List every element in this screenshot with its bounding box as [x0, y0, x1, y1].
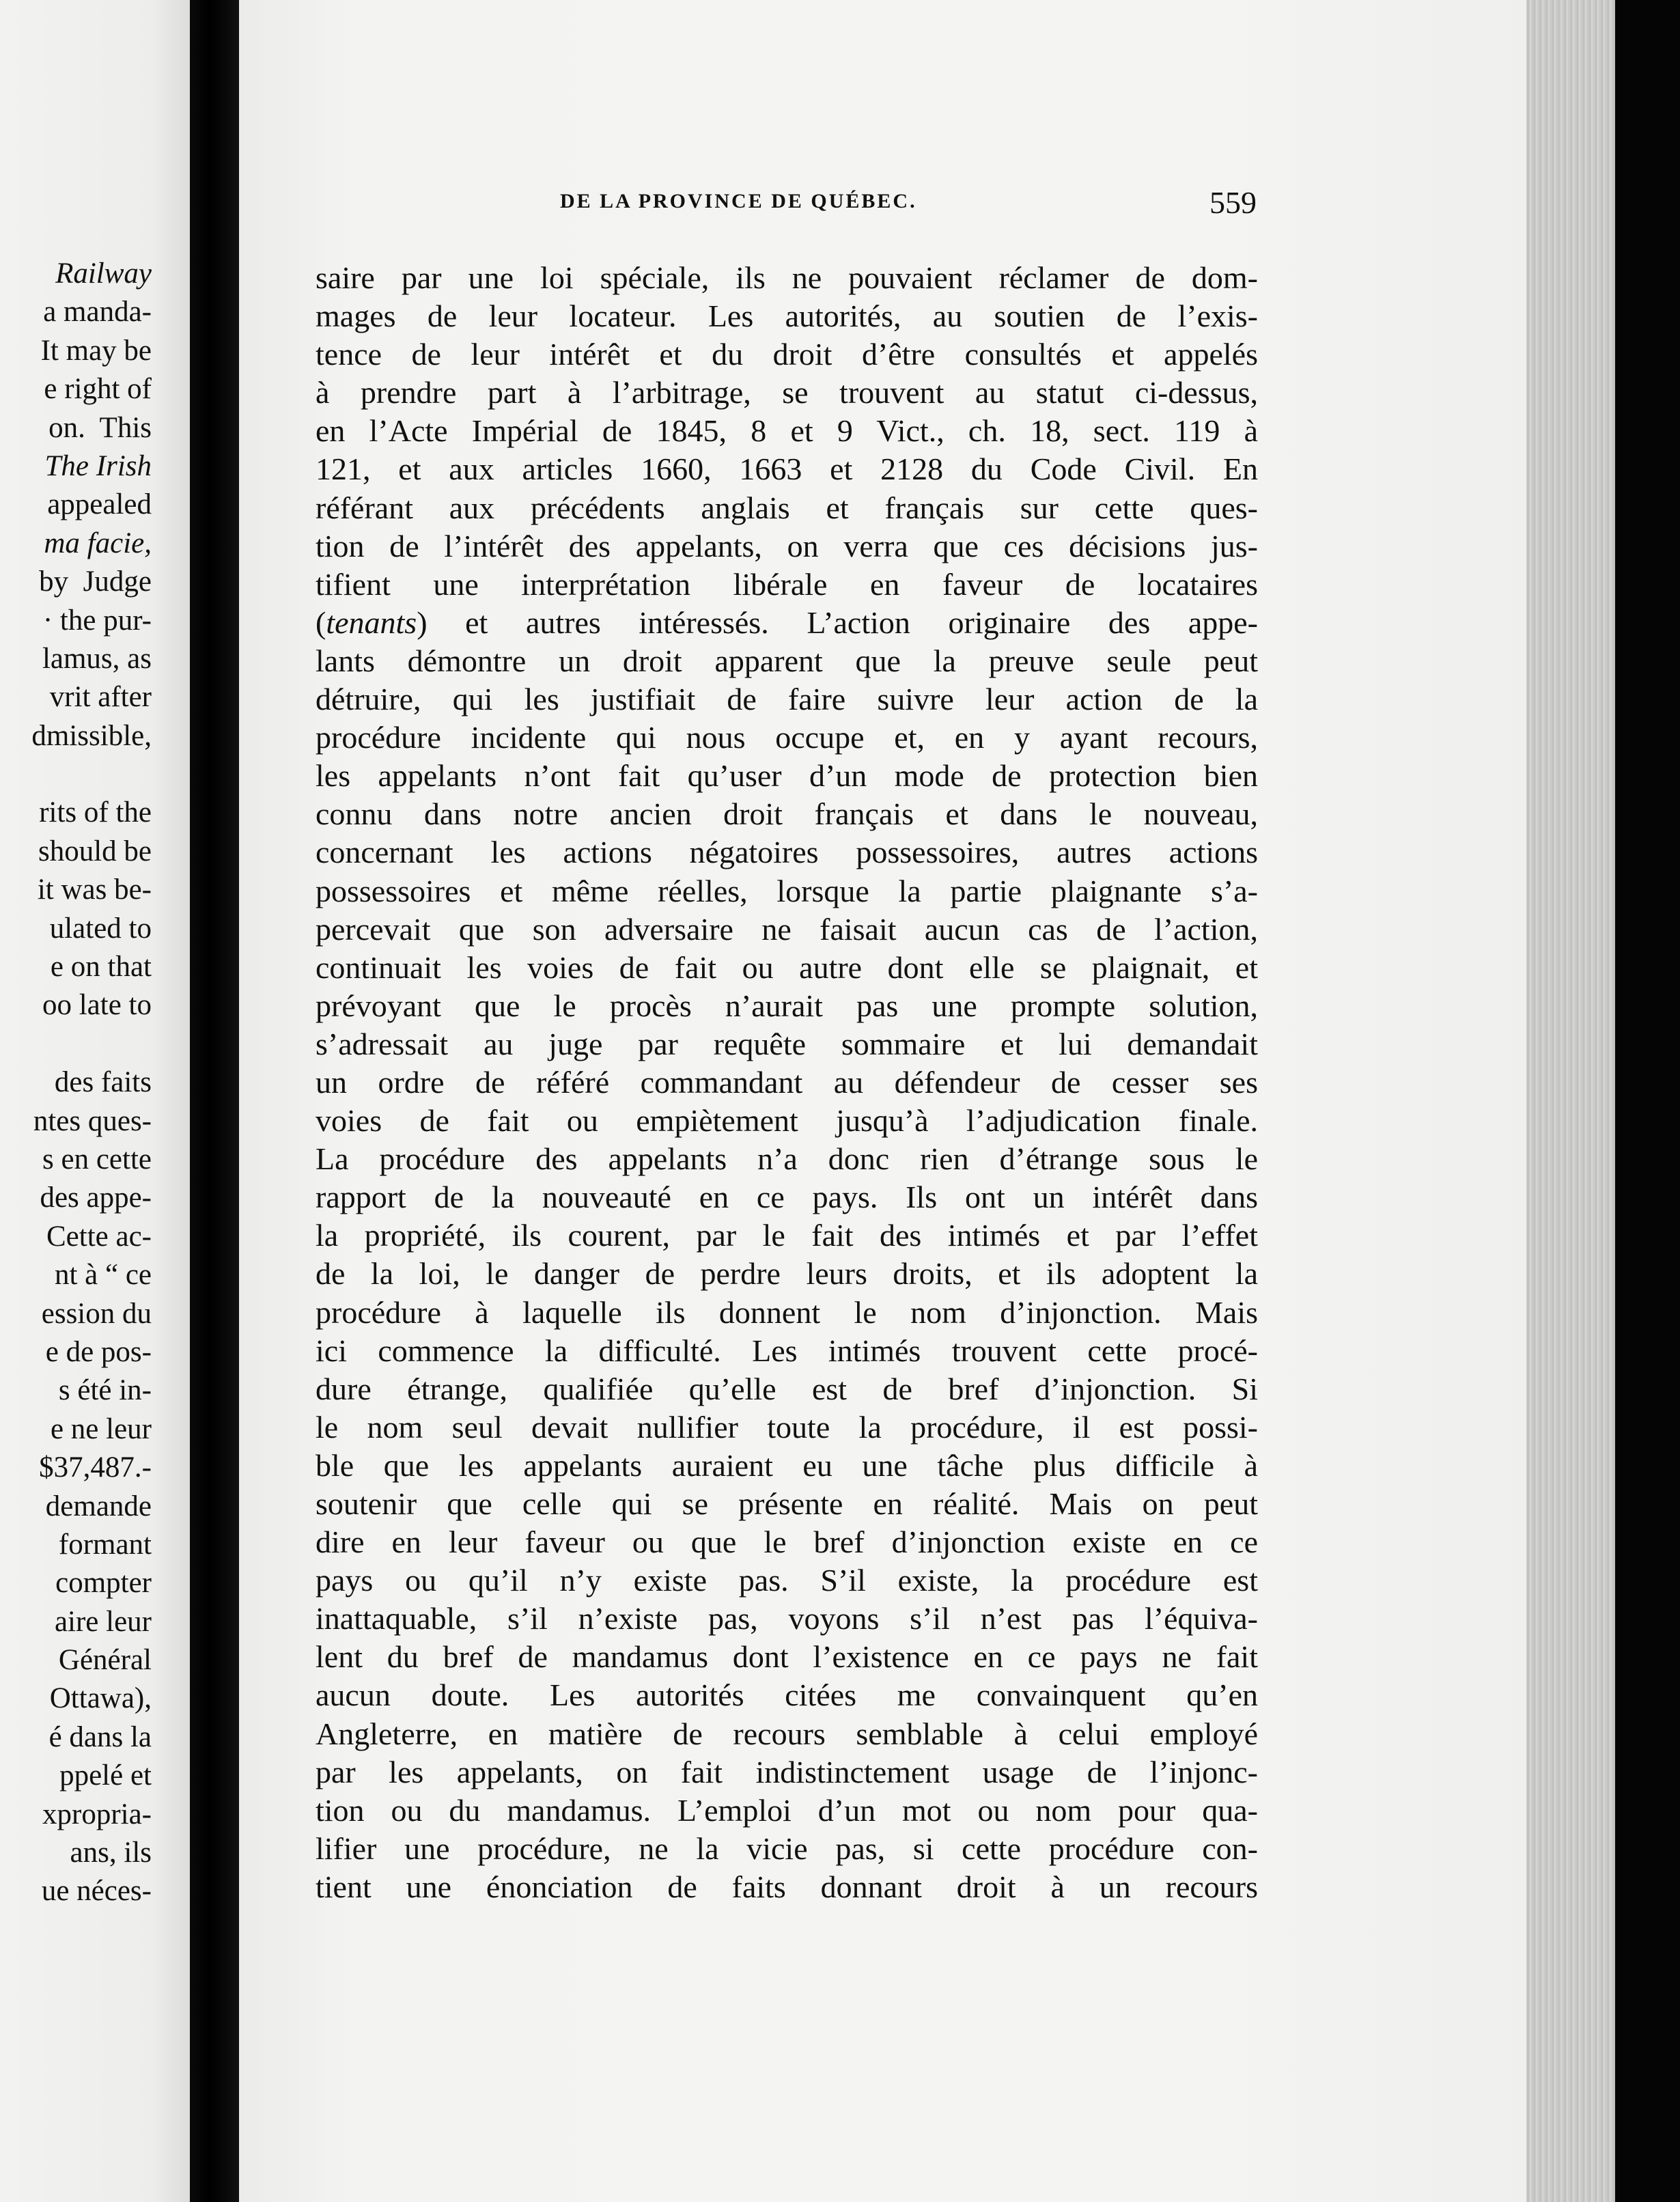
body-line — [316, 680, 1258, 719]
facing-page-gap — [0, 755, 152, 794]
facing-page-line: ue néces- — [41, 1875, 152, 1908]
line-text: dire en leur faveur ou que le bref d’injonction existe en ce — [316, 1524, 1258, 1560]
line-text: lants démontre un droit apparent que la preuve seule peut — [316, 643, 1258, 678]
facing-page-line: e ne leur — [50, 1412, 152, 1445]
line-text: tence de leur intérêt et du droit d’être consultés et appelés — [316, 337, 1258, 372]
facing-page-line: ppelé et — [59, 1759, 152, 1792]
line-text: tion de l’intérêt des appelants, on verra que ces décisions jus- — [316, 528, 1258, 563]
body-line — [316, 412, 1258, 450]
body-line — [316, 1753, 1258, 1792]
line-text: les appelants n’ont fait qu’user d’un mode de protection bien — [316, 758, 1258, 794]
facing-page-line: s en cette — [42, 1143, 152, 1175]
facing-page-line: e right of — [44, 373, 152, 406]
facing-page-line: The Irish — [44, 449, 152, 482]
body-line — [316, 374, 1258, 412]
body-line — [316, 872, 1258, 910]
facing-page-line: aire leur — [54, 1605, 152, 1638]
facing-page-line: · the pur- — [42, 604, 152, 637]
body-line — [316, 604, 1258, 642]
facing-page-line: lamus, as — [42, 642, 152, 675]
line-text: La procédure des appelants n’a donc rien d’étrange sous le — [316, 1141, 1258, 1177]
body-line — [316, 910, 1258, 949]
line-text: s’adressait au juge par requête sommaire et lui demandait — [316, 1026, 1258, 1061]
body-line — [316, 642, 1258, 680]
page-header — [314, 184, 1257, 225]
line-text: dure étrange, qualifiée qu’elle est de bref d’injonction. Si — [316, 1371, 1258, 1406]
line-text: inattaquable, s’il n’existe pas, voyons s’il n’est pas l’équiva- — [316, 1601, 1258, 1636]
facing-page-line: demande — [45, 1490, 152, 1522]
body-line — [316, 1600, 1258, 1638]
body-line — [316, 527, 1258, 566]
body-line — [316, 450, 1258, 488]
line-text: mages de leur locateur. Les autorités, au soutien de l’exis- — [316, 298, 1258, 334]
line-text: tion ou du mandamus. L’emploi d’un mot ou nom pour qua- — [316, 1792, 1258, 1828]
facing-page-line: a manda- — [43, 296, 152, 329]
facing-page — [0, 0, 190, 2202]
body-line — [316, 757, 1258, 795]
facing-page-line: xpropria- — [42, 1798, 152, 1830]
facing-page-text — [0, 255, 152, 1911]
body-line — [316, 1102, 1258, 1140]
body-line — [316, 1216, 1258, 1255]
line-text: voies de fait ou empiètement jusqu’à l’adjudication finale. — [316, 1103, 1258, 1139]
body-line — [316, 987, 1258, 1025]
body-line — [316, 1178, 1258, 1216]
body-line — [316, 1868, 1258, 1906]
facing-page-line: Général — [58, 1644, 152, 1677]
body-line — [316, 1676, 1258, 1714]
body-line — [316, 719, 1258, 757]
line-text: procédure incidente qui nous occupe et, en y ayant recours, — [316, 720, 1258, 755]
line-text: pays ou qu’il n’y existe pas. S’il existe, la procédure est — [316, 1563, 1258, 1598]
line-text: rapport de la nouveauté en ce pays. Ils ont un intérêt dans — [316, 1180, 1258, 1215]
body-line — [316, 1255, 1258, 1293]
body-line — [316, 1025, 1258, 1063]
line-text: à prendre part à l’arbitrage, se trouvent au statut ci-dessus, — [316, 375, 1258, 410]
book-gutter — [190, 0, 239, 2202]
body-line — [316, 1523, 1258, 1561]
line-text: procédure à laquelle ils donnent le nom d’injonction. Mais — [316, 1294, 1258, 1330]
line-text: ici commence la difficulté. Les intimés trouvent cette procé- — [316, 1333, 1258, 1368]
facing-page-line: $37,487.- — [39, 1451, 152, 1484]
facing-page-line: des appe- — [40, 1182, 152, 1214]
line-text: ( — [316, 604, 326, 640]
facing-page-line: formant — [58, 1528, 152, 1561]
line-text: connu dans notre ancien droit français et dans le nouveau, — [316, 796, 1258, 832]
body-line — [316, 1332, 1258, 1370]
body-line — [316, 1408, 1258, 1447]
line-text: aucun doute. Les autorités citées me convainquent qu’en — [316, 1677, 1258, 1713]
facing-page-line: rits of the — [39, 796, 152, 829]
body-line — [316, 1294, 1258, 1332]
body-line — [316, 1715, 1258, 1753]
body-line — [316, 1063, 1258, 1102]
body-line — [316, 1638, 1258, 1676]
body-line — [316, 795, 1258, 833]
line-text: ) et autres intéressés. L’action originaire des appe- — [417, 604, 1258, 640]
facing-page-line: ma facie, — [44, 527, 152, 559]
facing-page-line: oo late to — [42, 989, 152, 1022]
page-number: 559 — [1209, 185, 1257, 220]
line-text: soutenir que celle qui se présente en réalité. Mais on peut — [316, 1486, 1258, 1521]
body-line — [316, 297, 1258, 335]
facing-page-line: Railway — [55, 257, 152, 290]
line-text: saire par une loi spéciale, ils ne pouvaient réclamer de dom- — [316, 260, 1258, 295]
line-text: la propriété, ils courent, par le fait des intimés et par l’effet — [316, 1218, 1258, 1253]
body-line — [316, 1140, 1258, 1178]
facing-page-line: on. This — [48, 411, 152, 444]
body-line — [316, 259, 1258, 297]
facing-page-line: e de pos- — [45, 1335, 152, 1368]
facing-page-gap — [0, 1025, 152, 1063]
facing-page-line: Cette ac- — [46, 1220, 152, 1253]
facing-page-line: des faits — [54, 1066, 152, 1099]
body-line — [316, 566, 1258, 604]
facing-page-line: e on that — [50, 951, 152, 984]
facing-page-line: ans, ils — [70, 1837, 152, 1869]
line-text: ble que les appelants auraient eu une tâche plus difficile à — [316, 1447, 1258, 1483]
facing-page-line: dmissible, — [31, 719, 152, 752]
line-text: lent du bref de mandamus dont l’existence en ce pays ne fait — [316, 1639, 1258, 1675]
body-line — [316, 335, 1258, 374]
facing-page-line: It may be — [40, 334, 152, 367]
line-text: possessoires et même réelles, lorsque la partie plaignante s’a- — [316, 873, 1258, 908]
facing-page-line: Ottawa), — [49, 1682, 152, 1715]
body-line — [316, 1485, 1258, 1523]
line-text: 121, et aux articles 1660, 1663 et 2128 du Code Civil. En — [316, 451, 1258, 487]
page-edges — [1526, 0, 1615, 2202]
body-line — [316, 833, 1258, 872]
line-text: concernant les actions négatoires possessoires, autres actions — [316, 835, 1258, 870]
line-text: lifier une procédure, ne la vicie pas, si cette procédure con- — [316, 1830, 1258, 1866]
facing-page-line: ession du — [41, 1297, 152, 1330]
body-line — [316, 1447, 1258, 1485]
facing-page-line: ulated to — [49, 912, 152, 945]
italic-term: tenants — [326, 604, 417, 640]
facing-page-line: é dans la — [48, 1720, 152, 1753]
facing-page-line: nt à “ ce — [54, 1259, 152, 1292]
running-head: DE LA PROVINCE DE QUÉBEC. — [560, 190, 917, 212]
body-line — [316, 1561, 1258, 1600]
facing-page-line: should be — [38, 835, 152, 867]
line-text: par les appelants, on fait indistinctement usage de l’injonc- — [316, 1754, 1258, 1789]
line-text: tifient une interprétation libérale en faveur de locataires — [316, 566, 1258, 602]
line-text: le nom seul devait nullifier toute la procédure, il est possi- — [316, 1409, 1258, 1445]
body-line — [316, 949, 1258, 987]
body-line — [316, 1792, 1258, 1830]
line-text: détruire, qui les justifiait de faire suivre leur action de la — [316, 682, 1258, 717]
body-text — [316, 259, 1258, 1906]
facing-page-line: s été in- — [58, 1374, 152, 1407]
line-text: Angleterre, en matière de recours semblable à celui employé — [316, 1716, 1258, 1751]
line-text: continuait les voies de fait ou autre dont elle se plaignait, et — [316, 949, 1258, 985]
facing-page-line: it was be- — [37, 874, 152, 906]
facing-page-line: appealed — [47, 488, 152, 521]
line-text: tient une énonciation de faits donnant droit à un recours — [316, 1869, 1258, 1904]
line-text: de la loi, le danger de perdre leurs droits, et ils adoptent la — [316, 1256, 1258, 1292]
facing-page-line: compter — [55, 1567, 152, 1600]
line-text: percevait que son adversaire ne faisait aucun cas de l’action, — [316, 911, 1258, 947]
scan-background — [1615, 0, 1680, 2202]
body-line — [316, 1370, 1258, 1408]
facing-page-line: ntes ques- — [33, 1104, 152, 1137]
line-text: référant aux précédents anglais et français sur cette ques- — [316, 490, 1258, 525]
line-text: en l’Acte Impérial de 1845, 8 et 9 Vict., ch. 18, sect. 119 à — [316, 413, 1258, 449]
facing-page-line: vrit after — [49, 681, 152, 714]
body-line — [316, 1830, 1258, 1868]
facing-page-line: by Judge — [39, 566, 152, 598]
body-line — [316, 489, 1258, 527]
line-text: un ordre de référé commandant au défendeur de cesser ses — [316, 1064, 1258, 1100]
line-text: prévoyant que le procès n’aurait pas une prompte solution, — [316, 988, 1258, 1023]
